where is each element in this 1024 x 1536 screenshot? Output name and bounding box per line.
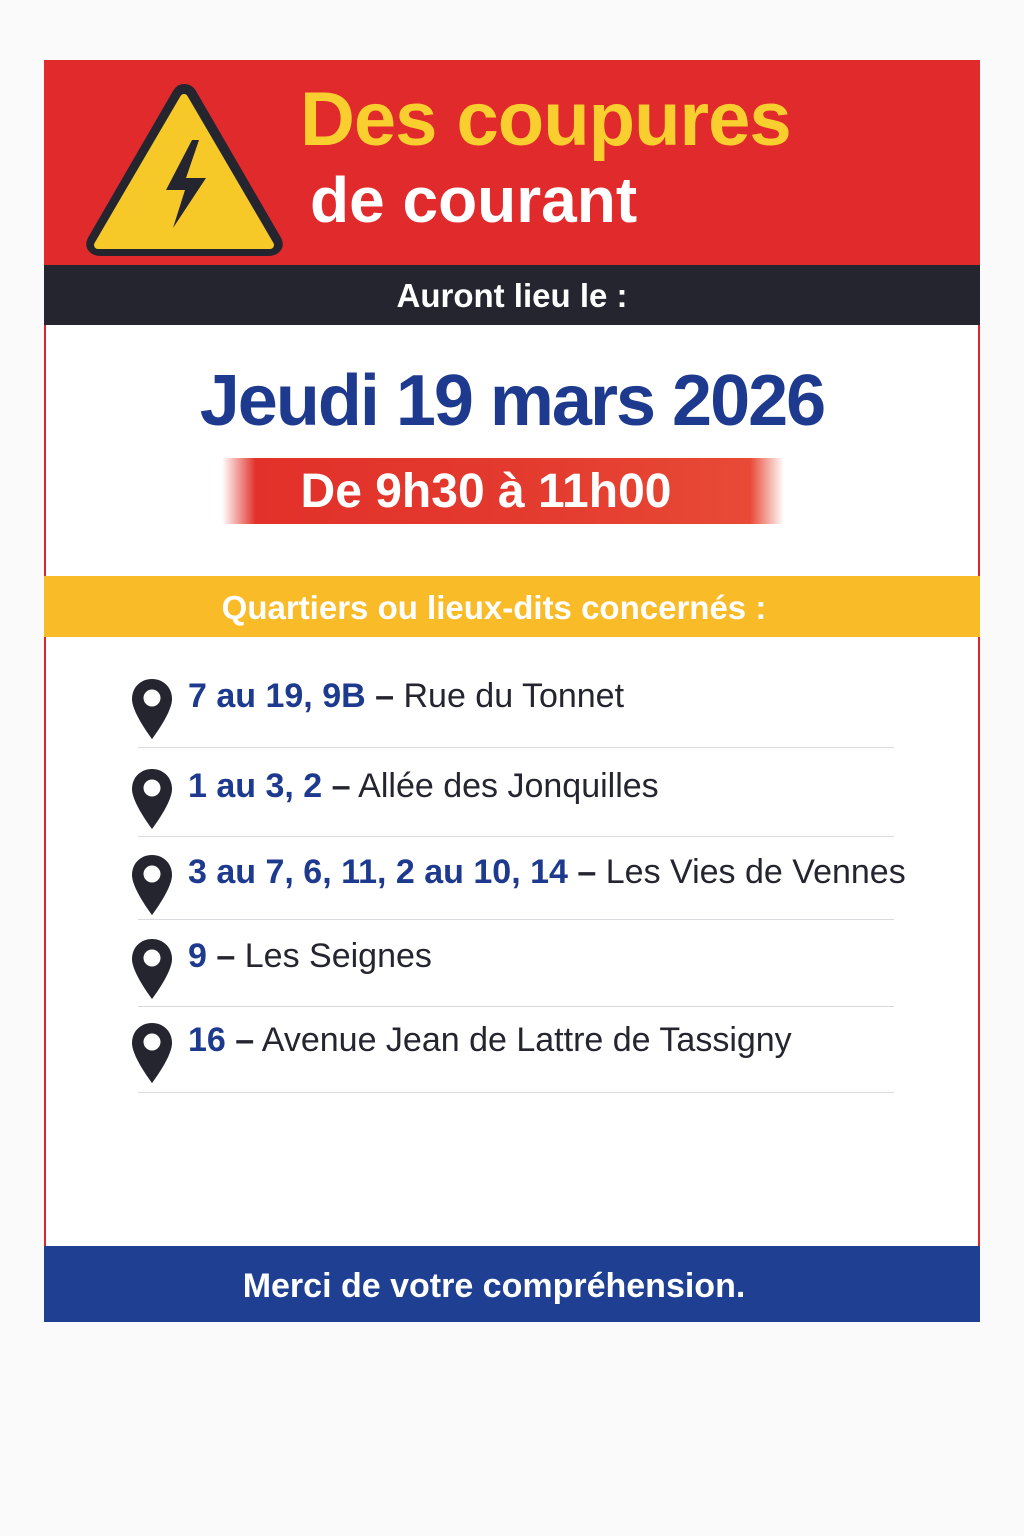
location-item	[46, 933, 978, 1013]
location-street: Allée des Jonquilles	[358, 767, 659, 805]
title-line-2: de courant	[310, 164, 638, 236]
location-street: Les Seignes	[244, 937, 432, 975]
subtitle-bar: Auront lieu le :	[44, 265, 980, 325]
location-separator: –	[216, 937, 236, 975]
location-text	[188, 769, 659, 803]
areas-title-bar: Quartiers ou lieux-dits concernés :	[44, 576, 980, 637]
location-street: Rue du Tonnet	[403, 677, 625, 715]
divider	[138, 919, 894, 920]
title-line-1: Des coupures	[300, 77, 791, 162]
location-text	[188, 939, 432, 973]
location-text	[188, 1023, 792, 1057]
map-pin-icon	[130, 853, 174, 917]
location-item	[46, 763, 978, 843]
location-street: Avenue Jean de Lattre de Tassigny	[261, 1021, 792, 1059]
map-pin-icon	[130, 937, 174, 1001]
location-text	[188, 679, 624, 713]
location-separator: –	[331, 767, 351, 805]
location-item	[46, 1017, 978, 1097]
location-item	[46, 849, 978, 929]
high-voltage-warning-icon	[82, 78, 287, 258]
map-pin-icon	[130, 677, 174, 741]
map-pin-icon	[130, 767, 174, 831]
footer-banner: Merci de votre compréhension.	[44, 1246, 980, 1322]
location-separator: –	[577, 853, 597, 891]
location-text	[188, 855, 906, 889]
divider	[138, 836, 894, 837]
location-item	[46, 673, 978, 753]
location-numbers: 1 au 3, 2	[188, 767, 323, 805]
outage-time: De 9h30 à 11h00	[222, 458, 784, 524]
location-separator: –	[375, 677, 395, 715]
power-outage-notice	[44, 60, 980, 1322]
divider	[138, 1092, 894, 1093]
location-numbers: 3 au 7, 6, 11, 2 au 10, 14	[188, 853, 568, 891]
map-pin-icon	[130, 1021, 174, 1085]
divider	[138, 1006, 894, 1007]
header-banner	[44, 60, 980, 265]
location-numbers: 7 au 19, 9B	[188, 677, 366, 715]
location-numbers: 9	[188, 937, 207, 975]
location-numbers: 16	[188, 1021, 226, 1059]
location-street: Les Vies de Vennes	[605, 853, 906, 891]
divider	[138, 747, 894, 748]
location-separator: –	[235, 1021, 255, 1059]
outage-date: Jeudi 19 mars 2026	[199, 361, 825, 441]
